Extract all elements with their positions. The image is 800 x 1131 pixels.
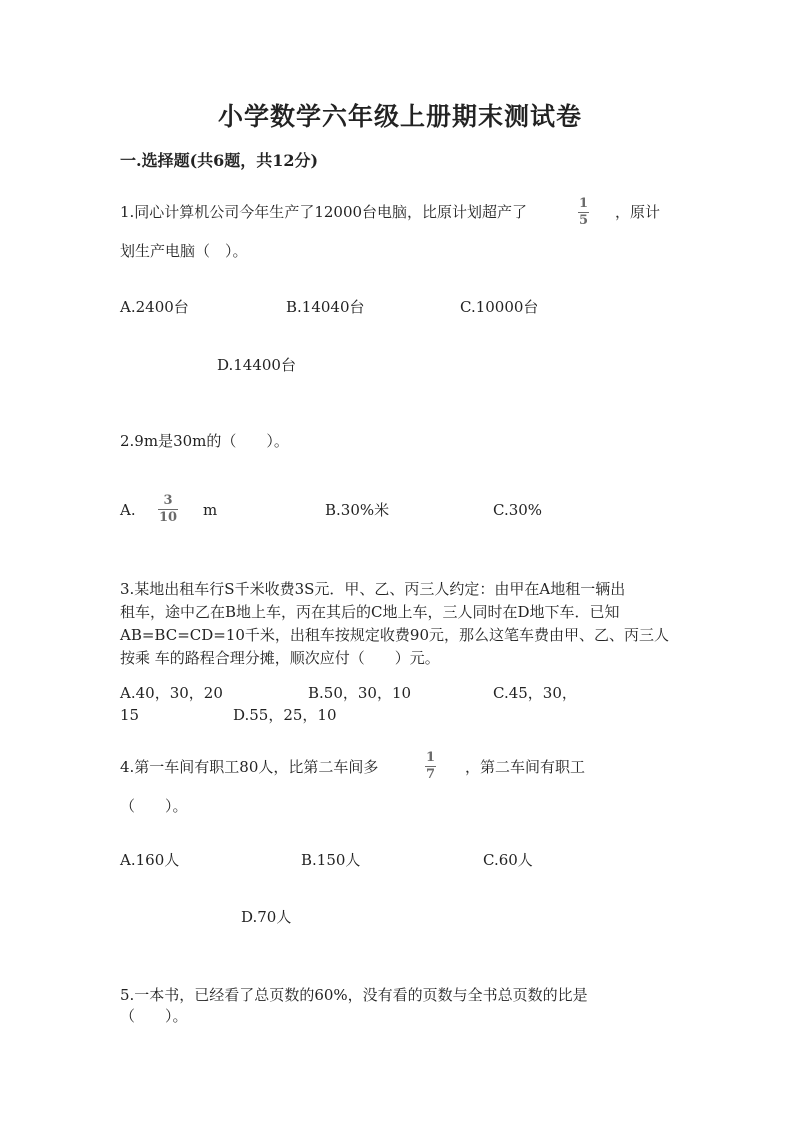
page-title: 小学数学六年级上册期末测试卷 [217, 102, 582, 131]
q1-option-b[interactable]: B.14040台 [286, 298, 365, 316]
q4-option-c[interactable]: C.60人 [483, 851, 533, 869]
q5-line-1: 5.一本书，已经看了总页数的60%，没有看的页数与全书总页数的比是 [120, 986, 588, 1004]
q2-text: 2.9m是30m的（ ）。 [120, 432, 289, 450]
q1-fraction [578, 197, 589, 227]
q2-frac-num: 3 [163, 493, 173, 508]
q2-option-a-prefix[interactable]: A. [120, 501, 136, 519]
q3-line-1: 3.某地出租车行S千米收费3S元．甲、乙、丙三人约定：由甲在A地租一辆出 [120, 580, 626, 598]
q4-fraction [425, 751, 436, 781]
section-heading: 一.选择题(共6题，共12分) [120, 151, 319, 170]
q3-option-b[interactable]: B.50，30，10 [308, 684, 412, 702]
q3-option-a[interactable]: A.40，30，20 [120, 684, 223, 702]
q2-frac-den: 10 [159, 510, 178, 525]
q2-option-a-fraction [158, 494, 178, 524]
q3-option-c[interactable]: C.45，30， [493, 684, 577, 702]
q4-text-a: 4.第一车间有职工80人，比第二车间多 [120, 758, 379, 776]
q4-text-c: （ ）。 [120, 797, 188, 815]
q4-frac-den: 7 [426, 767, 436, 782]
q2-option-a-unit: m [203, 501, 218, 519]
q1-frac-den: 5 [579, 213, 589, 228]
q1-text-a: 1.同心计算机公司今年生产了12000台电脑，比原计划超产了 [120, 203, 528, 221]
q3-option-c-continued[interactable]: 15 [120, 706, 140, 724]
q3-option-d[interactable]: D.55，25，10 [233, 706, 337, 724]
q1-text-b: ，原计 [615, 203, 661, 221]
q1-frac-num: 1 [579, 196, 589, 211]
q1-text-c: 划生产电脑（ ）。 [120, 242, 248, 260]
q1-option-d[interactable]: D.14400台 [217, 356, 296, 374]
q1-option-a[interactable]: A.2400台 [120, 298, 189, 316]
q1-option-c[interactable]: C.10000台 [460, 298, 539, 316]
q4-option-b[interactable]: B.150人 [301, 851, 361, 869]
q4-text-b: ，第二车间有职工 [465, 758, 586, 776]
q3-line-3: AB=BC=CD=10千米，出租车按规定收费90元，那么这笔车费由甲、乙、丙三人 [120, 626, 670, 644]
q3-line-4: 按乘 车的路程合理分摊，顺次应付（ ）元。 [120, 649, 440, 667]
q2-option-c[interactable]: C.30% [493, 501, 543, 519]
q5-line-2: （ ）。 [120, 1007, 188, 1025]
q4-option-a[interactable]: A.160人 [120, 851, 180, 869]
q3-line-2: 租车，途中乙在B地上车，丙在其后的C地上车，三人同时在D地下车．已知 [120, 603, 620, 621]
q2-option-b[interactable]: B.30%米 [325, 501, 390, 519]
q4-frac-num: 1 [426, 750, 436, 765]
q4-option-d[interactable]: D.70人 [241, 908, 292, 926]
